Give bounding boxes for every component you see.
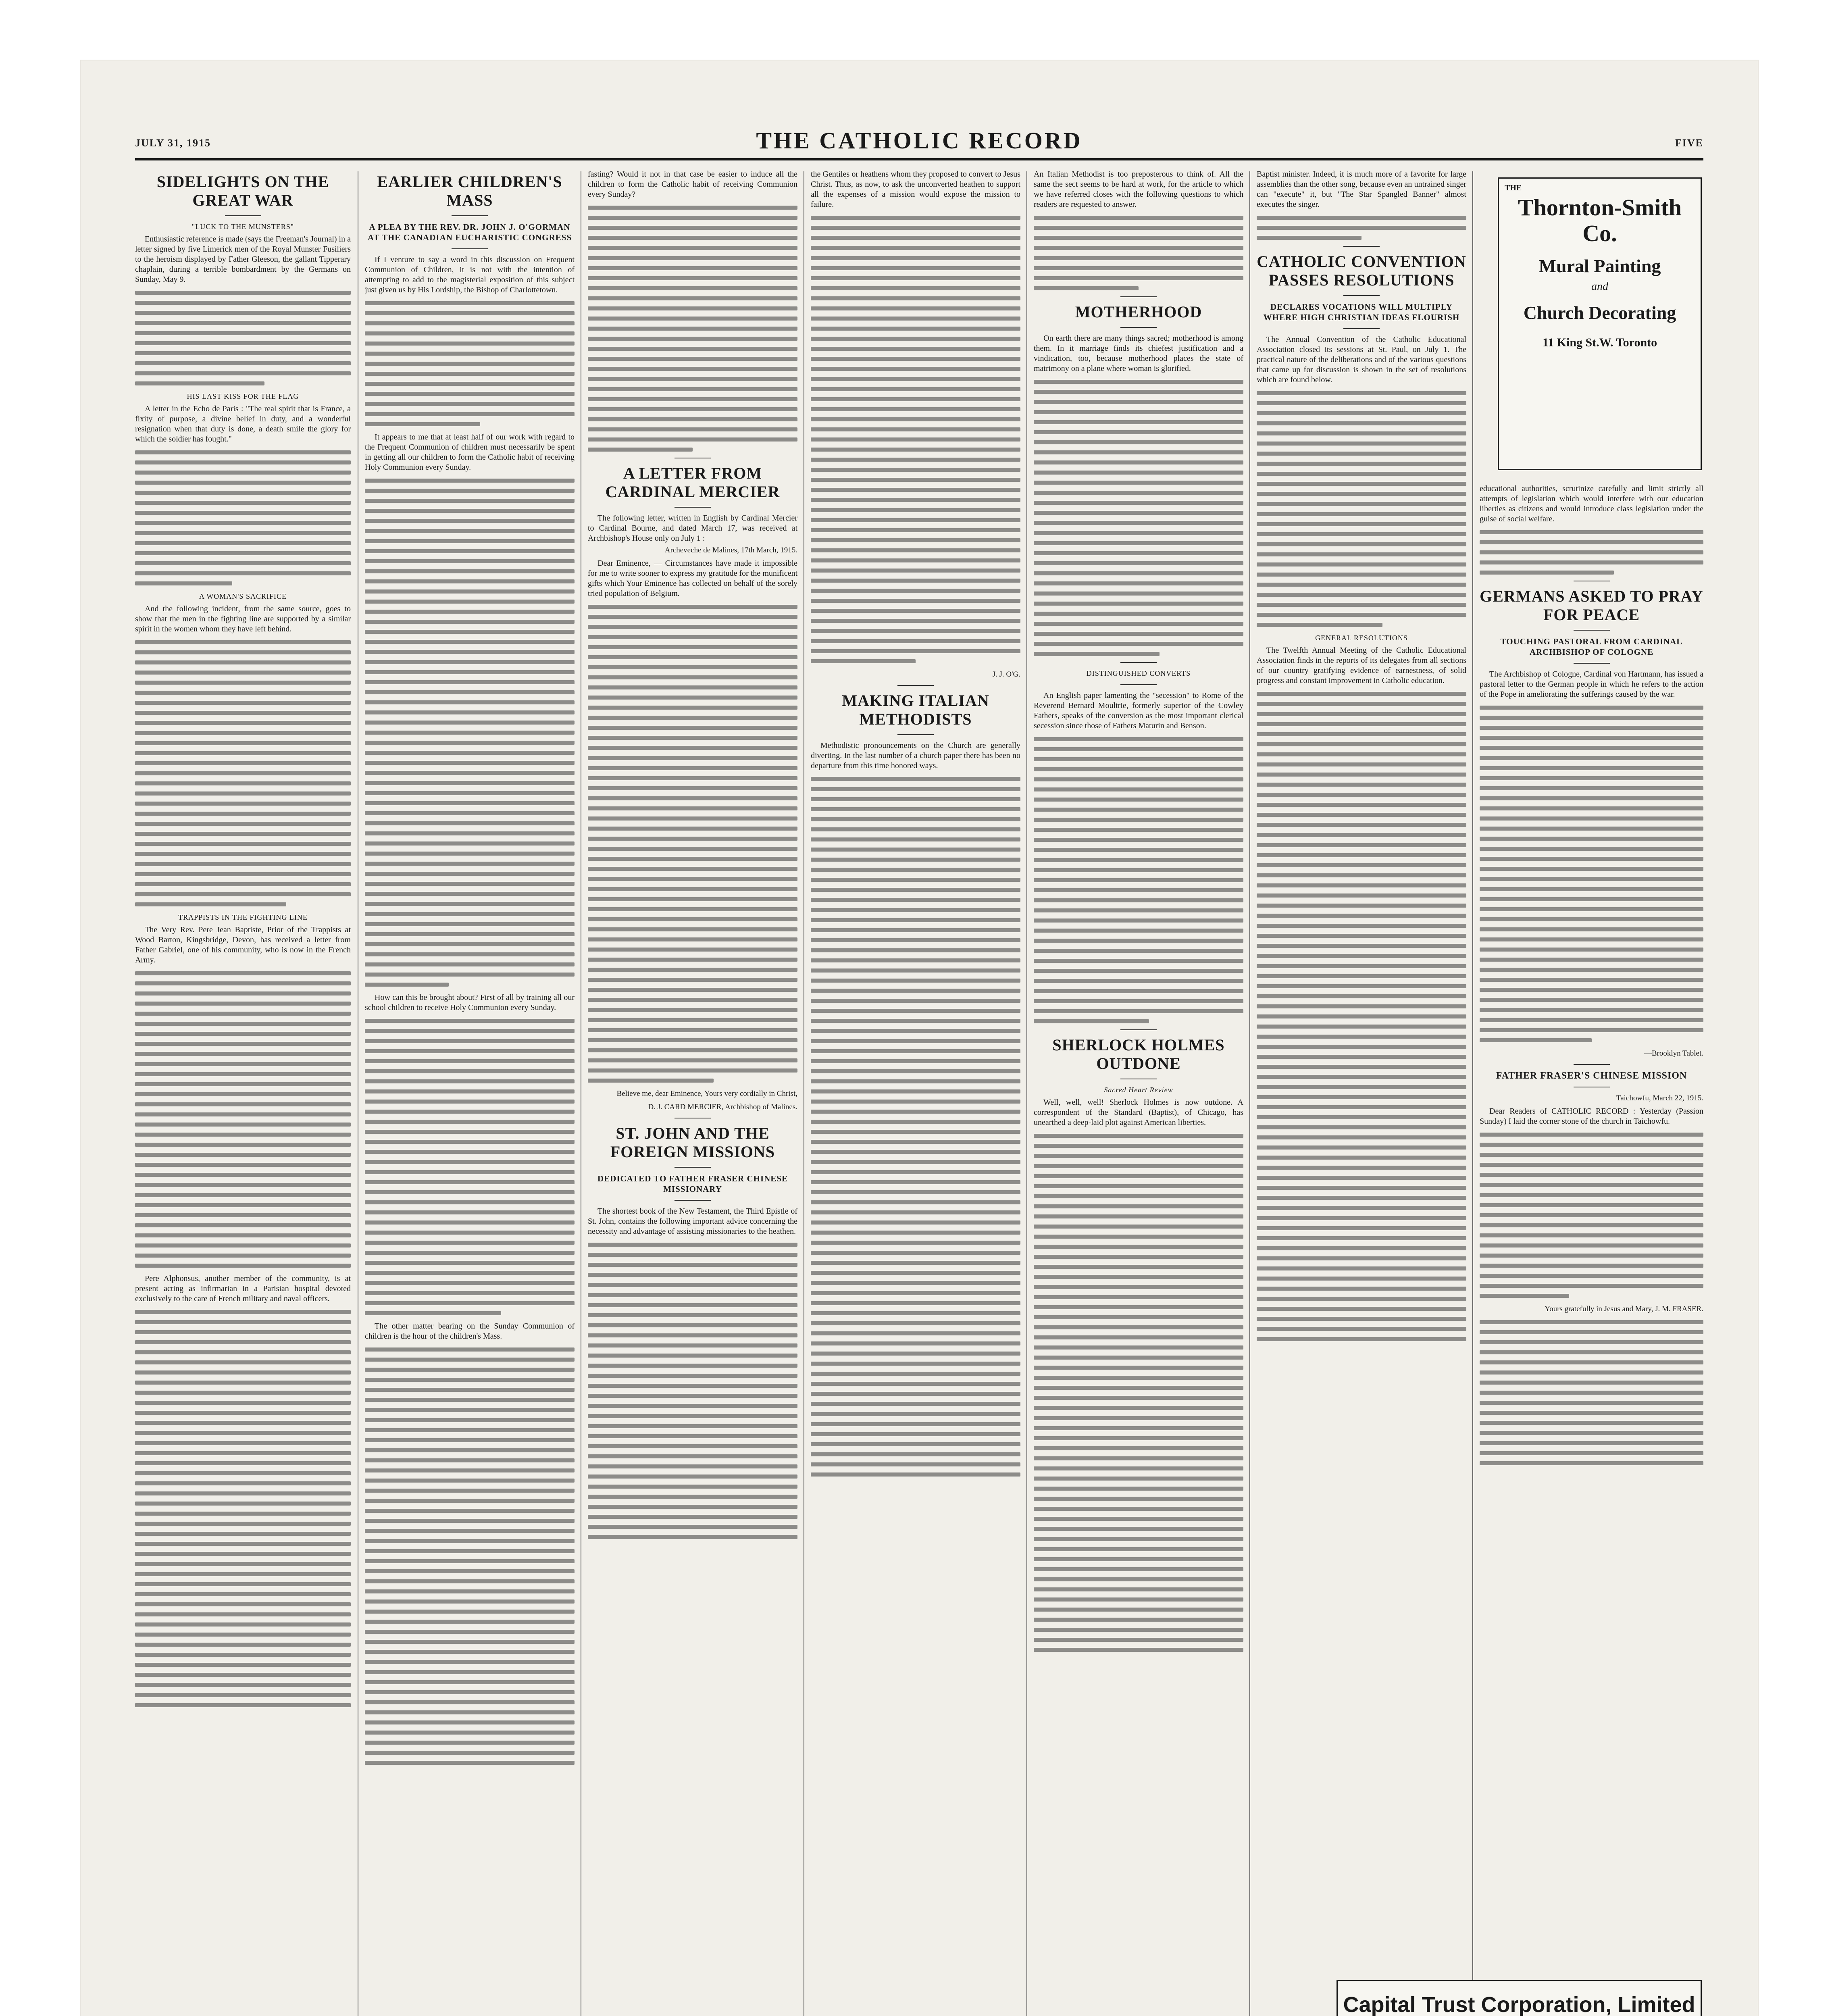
article-headline: GERMANS ASKED TO PRAY FOR PEACE xyxy=(1480,587,1703,624)
text-block xyxy=(365,301,575,426)
column-divider xyxy=(1249,171,1250,2016)
article-paragraph: The shortest book of the New Testament, the Third Epistle of St. John, contains the following important advice concerning the necessity and advantage of assisting missionaries to the heathen. xyxy=(588,1207,797,1236)
article-paragraph: And the following incident, from the same source, goes to show that the men in the fighting line are supported by a similar spirit in the women whom they have left behind. xyxy=(135,604,351,633)
text-block xyxy=(135,640,351,906)
column-divider xyxy=(1472,171,1473,2016)
divider xyxy=(1343,246,1380,247)
divider xyxy=(897,734,934,735)
article-headline: SHERLOCK HOLMES OUTDONE xyxy=(1052,1036,1225,1073)
article-paragraph: A letter in the Echo de Paris : "The real spirit that is France, a fixity of purpose, a divine belief in duty, and a wonderful resignation when that duty is done, a death smile the glory for which the soldier has fought." xyxy=(135,404,351,444)
text-block xyxy=(1480,1133,1703,1298)
section-heading: "LUCK TO THE MUNSTERS" xyxy=(192,223,294,231)
column-1 xyxy=(135,169,351,2016)
divider xyxy=(675,507,711,508)
divider xyxy=(1574,663,1610,664)
divider xyxy=(452,215,488,216)
article-paragraph: On earth there are many things sacred; motherhood is among them. In it marriage finds its chiefest justification and a vindication, too, because motherhood places the state of matrimony on a plane where woman is glorified. xyxy=(1034,334,1243,373)
text-block xyxy=(1257,692,1466,1341)
section-heading: TRAPPISTS IN THE FIGHTING LINE xyxy=(178,913,308,921)
column-7 xyxy=(1480,484,1703,1951)
divider xyxy=(675,1167,711,1168)
ad-address: 11 King St.W. Toronto xyxy=(1542,336,1657,349)
column-2 xyxy=(365,169,575,2016)
article-headline: SIDELIGHTS ON THE GREAT WAR xyxy=(156,173,329,209)
article-headline: MOTHERHOOD xyxy=(1075,303,1202,321)
divider xyxy=(1343,328,1380,329)
section-heading: A WOMAN'S SACRIFICE xyxy=(199,592,287,600)
divider xyxy=(1574,1064,1610,1065)
donation-list xyxy=(1480,1320,1703,1465)
ad-service: Mural Painting xyxy=(1538,256,1661,276)
masthead-rule xyxy=(135,158,1703,160)
divider xyxy=(675,1200,711,1201)
divider xyxy=(452,248,488,249)
section-heading: HIS LAST KISS FOR THE FLAG xyxy=(187,392,299,400)
article-paragraph: It appears to me that at least half of our work with regard to the Frequent Communion of children must necessarily be spent in getting all our children to form the Catholic habit of receiving Holy Communion every Sunday. xyxy=(365,433,575,472)
article-paragraph: How can this be brought about? First of all by training all our school children to receive Holy Communion every Sunday. xyxy=(365,993,575,1012)
author-initials: J. J. O'G. xyxy=(992,670,1020,679)
article-paragraph: The following letter, written in English by Cardinal Mercier to Cardinal Bourne, and dated March 17, was received at Archbishop's House only on July 1 : xyxy=(588,514,797,543)
column-divider xyxy=(1026,171,1027,2016)
article-paragraph: The Very Rev. Pere Jean Baptiste, Prior of the Trappists at Wood Barton, Kingsbridge, Devon, has received a letter from Father Gabriel, one of his community, who is now in the French Army. xyxy=(135,925,351,964)
divider xyxy=(897,685,934,686)
article-paragraph: The other matter bearing on the Sunday Communion of children is the hour of the children's Mass. xyxy=(365,1322,575,1341)
letter-closing: Believe me, dear Eminence, Yours very cordially in Christ, xyxy=(616,1089,797,1098)
ad-prefix: THE xyxy=(1505,183,1522,192)
article-paragraph: Baptist minister. Indeed, it is much more of a favorite for large assemblies than the other song, because even an untrained singer can "execute" it, but "The Star Spangled Banner" almost executes the singer. xyxy=(1257,170,1466,209)
masthead xyxy=(135,105,1703,157)
text-block xyxy=(588,206,797,452)
column-4 xyxy=(811,169,1020,2016)
article-paragraph: fasting? Would it not in that case be easier to induce all the children to form the Catholic habit of receiving Communion every Sunday? xyxy=(588,170,797,199)
ad-service: Church Decorating xyxy=(1523,302,1676,323)
ad-firm-name: Thornton-Smith Co. xyxy=(1518,194,1682,246)
text-block xyxy=(365,479,575,987)
article-paragraph: the Gentiles or heathens whom they proposed to convert to Jesus Christ. Thus, as now, to ask the unconverted heathen to support all the expenses of a mission would expose the mission to failure. xyxy=(811,170,1020,209)
column-3 xyxy=(588,169,797,2016)
dateline: Archeveche de Malines, 17th March, 1915. xyxy=(664,546,797,554)
issue-date: JULY 31, 1915 xyxy=(135,137,211,149)
article-subheadline: TOUCHING PASTORAL FROM CARDINAL ARCHBISHOP OF COLOGNE xyxy=(1500,637,1683,657)
text-block xyxy=(1257,216,1466,240)
newspaper-title: THE CATHOLIC RECORD xyxy=(756,127,1083,154)
section-heading: GENERAL RESOLUTIONS xyxy=(1315,634,1408,642)
column-5 xyxy=(1034,169,1243,2016)
text-block xyxy=(588,605,797,1083)
text-block xyxy=(588,1243,797,1539)
article-headline: EARLIER CHILDREN'S MASS xyxy=(377,173,562,209)
article-paragraph: The Annual Convention of the Catholic Educational Association closed its sessions at St. Paul, on July 1. The practical nature of the deliberations and of the various questions that came up for discussion is shown in the set of resolutions which are found below. xyxy=(1257,335,1466,384)
article-paragraph: Well, well, well! Sherlock Holmes is now outdone. A correspondent of the Standard (Baptist), of Chicago, has unearthed a deep-laid plot against American liberties. xyxy=(1034,1098,1243,1127)
dateline: Taichowfu, March 22, 1915. xyxy=(1616,1094,1703,1102)
capital-trust-advertisement xyxy=(1337,1980,1702,2016)
article-paragraph: An English paper lamenting the "secession" to Rome of the Reverend Bernard Moultrie, formerly superior of the Cowley Fathers, speaks of the conversion as the most important clerical secession since those of Fathers Maturin and Benson. xyxy=(1034,691,1243,730)
letter-signature: D. J. CARD MERCIER, Archbishop of Malines. xyxy=(648,1103,797,1111)
divider xyxy=(1120,296,1157,297)
newspaper-page xyxy=(135,105,1703,2016)
text-block xyxy=(135,450,351,585)
column-6 xyxy=(1257,169,1466,2016)
article-paragraph: Dear Readers of CATHOLIC RECORD : Yesterday (Passion Sunday) I laid the corner stone of the church in Taichowfu. xyxy=(1480,1107,1703,1126)
article-headline: A LETTER FROM CARDINAL MERCIER xyxy=(605,464,780,501)
source-credit: —Brooklyn Tablet. xyxy=(1644,1049,1703,1058)
text-block xyxy=(1034,380,1243,656)
article-subheadline: DEDICATED TO FATHER FRASER CHINESE MISSIONARY xyxy=(597,1174,788,1194)
divider xyxy=(1343,295,1380,296)
letter-signature: Yours gratefully in Jesus and Mary, J. M. FRASER. xyxy=(1545,1305,1703,1313)
divider xyxy=(1120,684,1157,685)
text-block xyxy=(135,971,351,1268)
text-block xyxy=(365,1347,575,1765)
ad-company-name: Capital Trust Corporation, Limited xyxy=(1343,1993,1695,2016)
divider xyxy=(1120,662,1157,663)
text-block xyxy=(811,777,1020,1477)
article-headline: ST. JOHN AND THE FOREIGN MISSIONS xyxy=(610,1124,775,1161)
article-paragraph: An Italian Methodist is too preposterous to think of. All the same the sect seems to be hard at work, for the article to which we have referred closes with the following questions to which readers are requested to answer. xyxy=(1034,170,1243,209)
divider xyxy=(1120,1029,1157,1030)
text-block xyxy=(811,216,1020,663)
divider xyxy=(1574,630,1610,631)
article-paragraph: If I venture to say a word in this discussion on Frequent Communion of Children, it is not with the intention of attempting to add to the magisterial exposition of this subject just given us by His Lordship, the Bishop of Charlottetown. xyxy=(365,255,575,294)
text-block xyxy=(135,1310,351,1707)
text-block xyxy=(135,291,351,385)
article-subheadline: DECLARES VOCATIONS WILL MULTIPLY WHERE HIGH CHRISTIAN IDEAS FLOURISH xyxy=(1263,302,1460,322)
article-paragraph: Dear Eminence, — Circumstances have made it impossible for me to write sooner to express my gratitude for the munificent gifts which Your Eminence has collected on behalf of the sorely tried population of Belgium. xyxy=(588,559,797,598)
section-heading: DISTINGUISHED CONVERTS xyxy=(1086,669,1191,677)
page-number: FIVE xyxy=(1675,137,1703,149)
article-paragraph: The Twelfth Annual Meeting of the Catholic Educational Association finds in the reports of its delegates from all sections of our country gratifying evidence of earnestness, of solid progress and constant improvement in Catholic education. xyxy=(1257,646,1466,685)
source-credit: Sacred Heart Review xyxy=(1104,1086,1173,1094)
divider xyxy=(225,215,261,216)
article-paragraph: Pere Alphonsus, another member of the community, is at present acting as infirmarian in a Parisian hospital devoted exclusively to the care of French military and naval officers. xyxy=(135,1274,351,1303)
newspaper-scan xyxy=(81,60,1758,2016)
text-block xyxy=(1480,706,1703,1042)
text-block xyxy=(1034,216,1243,290)
article-paragraph: The Archbishop of Cologne, Cardinal von Hartmann, has issued a pastoral letter to the German people in which he refers to the action of the Pope in ameliorating the sufferings caused by the war. xyxy=(1480,670,1703,699)
article-headline: MAKING ITALIAN METHODISTS xyxy=(842,691,989,728)
article-headline: FATHER FRASER'S CHINESE MISSION xyxy=(1496,1070,1687,1081)
article-subheadline: A PLEA BY THE REV. DR. JOHN J. O'GORMAN AT THE CANADIAN EUCHARISTIC CONGRESS xyxy=(367,222,572,242)
text-block xyxy=(1034,1134,1243,1652)
article-paragraph: Enthusiastic reference is made (says the Freeman's Journal) in a letter signed by five Limerick men of the Royal Munster Fusiliers to the heroism displayed by Father Gleeson, the gallant Tipperary chaplain, during a terrible bombardment by the Germans on Sunday, May 9. xyxy=(135,235,351,284)
thornton-smith-advertisement xyxy=(1498,177,1702,470)
divider xyxy=(1120,327,1157,328)
text-block xyxy=(365,1019,575,1315)
article-paragraph: educational authorities, scrutinize carefully and limit strictly all attempts of legislation which would interfere with our education liberties as citizens and would introduce class legislation under the guise of social welfare. xyxy=(1480,484,1703,523)
article-headline: CATHOLIC CONVENTION PASSES RESOLUTIONS xyxy=(1257,252,1466,289)
ad-conjunction: and xyxy=(1591,280,1608,293)
text-block xyxy=(1480,530,1703,575)
text-block xyxy=(1257,391,1466,627)
article-paragraph: Methodistic pronouncements on the Church are generally diverting. In the last number of a church paper there has been no departure from this time honored ways. xyxy=(811,741,1020,770)
text-block xyxy=(1034,737,1243,1023)
